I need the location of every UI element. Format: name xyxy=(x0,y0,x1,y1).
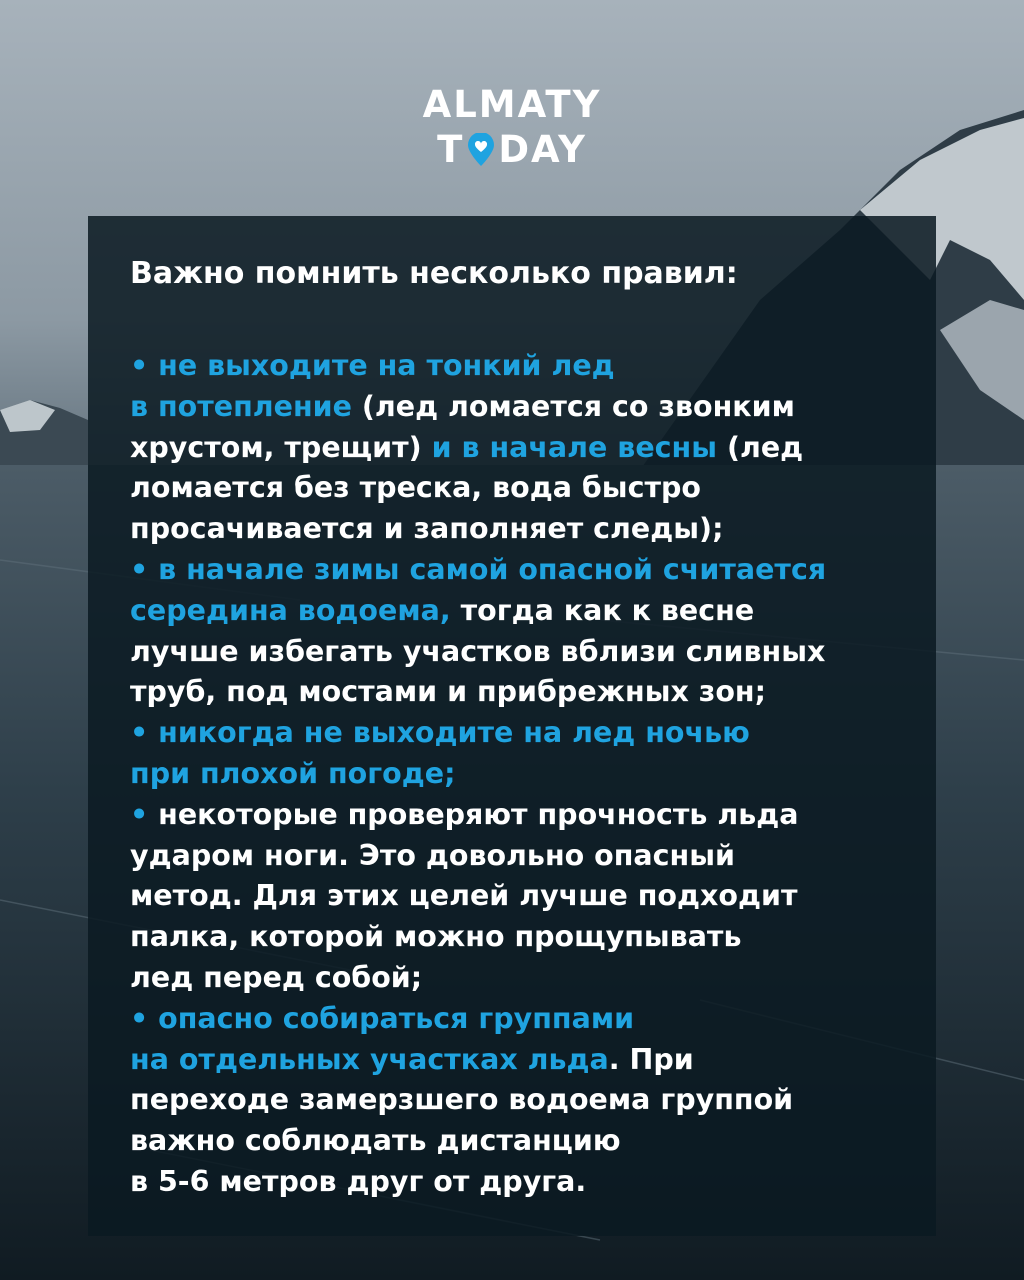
rule-text: тогда как к весне xyxy=(450,593,755,627)
heart-pin-icon xyxy=(466,133,496,167)
brand-logo xyxy=(0,83,1024,171)
rule-text: (лед ломается со звонким xyxy=(351,389,795,423)
rule-line xyxy=(130,1162,896,1203)
rule-line xyxy=(130,672,896,713)
brand-line2-suffix: DAY xyxy=(498,127,587,171)
rule-text-accent: в потепление xyxy=(130,389,352,423)
brand-line2-prefix: T xyxy=(437,127,465,171)
rule-line xyxy=(130,836,896,877)
rule-line xyxy=(130,468,896,509)
rule-text-accent: на отдельных участках льда xyxy=(130,1042,609,1076)
rule-text: просачивается и заполняет следы); xyxy=(130,512,724,546)
rule-text: переходе замерзшего водоема группой xyxy=(130,1083,794,1117)
rule-line xyxy=(130,428,896,469)
rule-text-accent: середина водоема, xyxy=(130,593,451,627)
rule-line xyxy=(130,1080,896,1121)
rule-text: палка, которой можно прощупывать xyxy=(130,920,742,954)
brand-line1: ALMATY xyxy=(422,83,602,126)
rule-text-accent: • в начале зимы самой опасной считается xyxy=(130,552,827,586)
rule-text-accent: • не выходите на тонкий лед xyxy=(130,349,615,382)
rule-text: важно соблюдать дистанцию xyxy=(130,1124,621,1158)
rule-text: метод. Для этих целей лучше подходит xyxy=(130,879,798,913)
rule-line xyxy=(130,876,896,917)
rule-line xyxy=(130,1040,896,1081)
panel-heading: Важно помнить несколько правил: xyxy=(130,256,738,291)
rule-line xyxy=(130,550,896,591)
rule-text: в 5-6 метров друг от друга. xyxy=(130,1164,587,1198)
rule-text: труб, под мостами и прибрежных зон; xyxy=(130,675,767,709)
rules-panel xyxy=(88,216,936,1236)
rule-line xyxy=(130,999,896,1040)
rule-text-accent: • xyxy=(130,797,149,831)
rule-text: лучше избегать участков вблизи сливных xyxy=(130,634,826,668)
rule-text: . При xyxy=(608,1042,694,1076)
rule-text-accent: • никогда не выходите на лед ночью xyxy=(130,716,750,750)
rule-line xyxy=(130,591,896,632)
rule-text-accent: при плохой погоде; xyxy=(130,756,456,790)
rule-text-accent: • опасно собираться группами xyxy=(130,1001,635,1035)
rule-text-accent: и в начале весны xyxy=(431,430,718,464)
rule-text: ломается без треска, вода быстро xyxy=(130,471,701,505)
rule-text: лед перед собой; xyxy=(130,960,423,994)
rule-line xyxy=(130,346,896,387)
rule-text: некоторые проверяют прочность льда xyxy=(148,797,799,831)
rule-text: ударом ноги. Это довольно опасный xyxy=(130,838,735,872)
rule-line xyxy=(130,713,896,754)
rule-text: (лед xyxy=(717,430,804,464)
rule-line xyxy=(130,795,896,836)
rule-line xyxy=(130,387,896,428)
rule-line xyxy=(130,1121,896,1162)
rule-line xyxy=(130,754,896,795)
rule-line xyxy=(130,509,896,550)
rule-line xyxy=(130,917,896,958)
rule-text: хрустом, трещит) xyxy=(130,430,432,464)
rules-list xyxy=(130,346,896,1203)
brand-line2 xyxy=(0,128,1024,170)
rule-line xyxy=(130,958,896,999)
rule-line xyxy=(130,632,896,673)
